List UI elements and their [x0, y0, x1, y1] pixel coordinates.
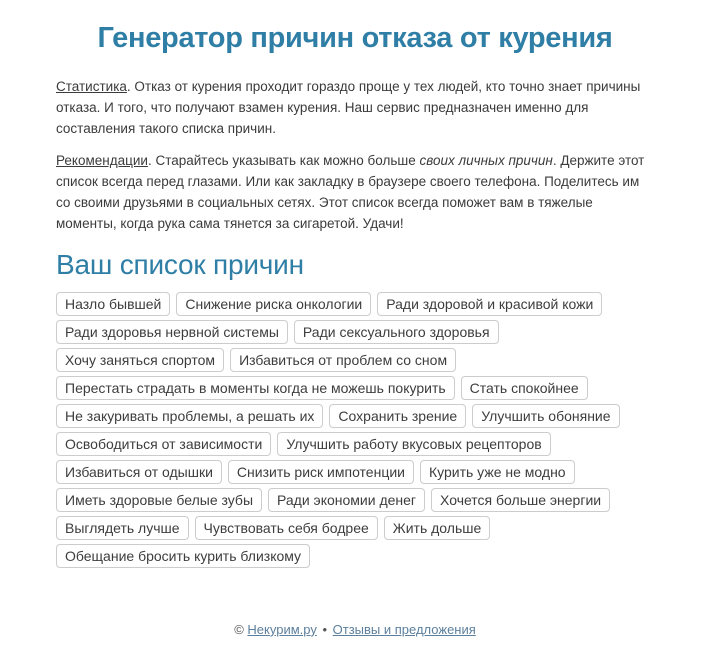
reason-tag[interactable]: Ради здоровья нервной системы	[56, 320, 288, 344]
reason-tag[interactable]: Хочу заняться спортом	[56, 348, 224, 372]
statistics-paragraph	[56, 76, 654, 139]
reason-tag[interactable]: Стать спокойнее	[461, 376, 588, 400]
feedback-link[interactable]: Отзывы и предложения	[332, 621, 476, 637]
reason-tag[interactable]: Хочется больше энергии	[431, 488, 610, 512]
reason-tag[interactable]: Не закуривать проблемы, а решать их	[56, 404, 323, 428]
reason-tag[interactable]: Иметь здоровые белые зубы	[56, 488, 262, 512]
recommendations-text-before: . Старайтесь указывать как можно больше	[147, 153, 420, 168]
site-link[interactable]: Некурим.ру	[247, 621, 317, 637]
reason-tag[interactable]: Освободиться от зависимости	[56, 432, 271, 456]
reason-tag[interactable]: Назло бывшей	[56, 292, 170, 316]
reasons-list	[56, 292, 654, 568]
reason-tag[interactable]: Сохранить зрение	[329, 404, 466, 428]
footer-separator: •	[322, 621, 328, 637]
reasons-heading: Ваш список причин	[56, 249, 304, 280]
reason-tag[interactable]: Перестать страдать в моменты когда не можешь покурить	[56, 376, 455, 400]
reason-tag[interactable]: Жить дольше	[384, 516, 490, 540]
reason-tag[interactable]: Снижение риска онкологии	[176, 292, 371, 316]
reason-tag[interactable]: Избавиться от проблем со сном	[230, 348, 456, 372]
reason-tag[interactable]: Улучшить обоняние	[472, 404, 619, 428]
reason-tag[interactable]: Ради здоровой и красивой кожи	[377, 292, 602, 316]
copyright-symbol: ©	[234, 621, 244, 637]
footer	[56, 622, 654, 655]
recommendations-paragraph	[56, 150, 654, 234]
reason-tag[interactable]: Курить уже не модно	[420, 460, 575, 484]
statistics-text: . Отказ от курения проходит гораздо проще у тех людей, кто точно знает причины отказа. И того, что получают взамен курения. Наш сервис предназначен именно для составления такого списка причин.	[56, 79, 641, 136]
recommendations-label: Рекомендации	[56, 153, 148, 168]
reason-tag[interactable]: Снизить риск импотенции	[228, 460, 414, 484]
recommendations-text-after: . Держите этот список всегда перед глазами. Или как закладку в браузере своего телефона. Поделитесь им со своими друзьями в социальных сетях. Этот список всегда поможет вам в тяжелые моменты, когда рука сама тянется за сигаретой. Удачи!	[56, 153, 645, 231]
reason-tag[interactable]: Чувствовать себя бодрее	[195, 516, 378, 540]
reason-tag[interactable]: Улучшить работу вкусовых рецепторов	[277, 432, 550, 456]
reason-tag[interactable]: Выглядеть лучше	[56, 516, 189, 540]
recommendations-italic-phrase: своих личных причин	[419, 153, 553, 168]
statistics-label: Статистика	[56, 79, 127, 94]
reason-tag[interactable]: Обещание бросить курить близкому	[56, 544, 310, 568]
reason-tag[interactable]: Ради сексуального здоровья	[294, 320, 499, 344]
page-title: Генератор причин отказа от курения	[97, 22, 613, 54]
reason-tag[interactable]: Избавиться от одышки	[56, 460, 222, 484]
reason-tag[interactable]: Ради экономии денег	[268, 488, 425, 512]
page	[56, 0, 654, 655]
